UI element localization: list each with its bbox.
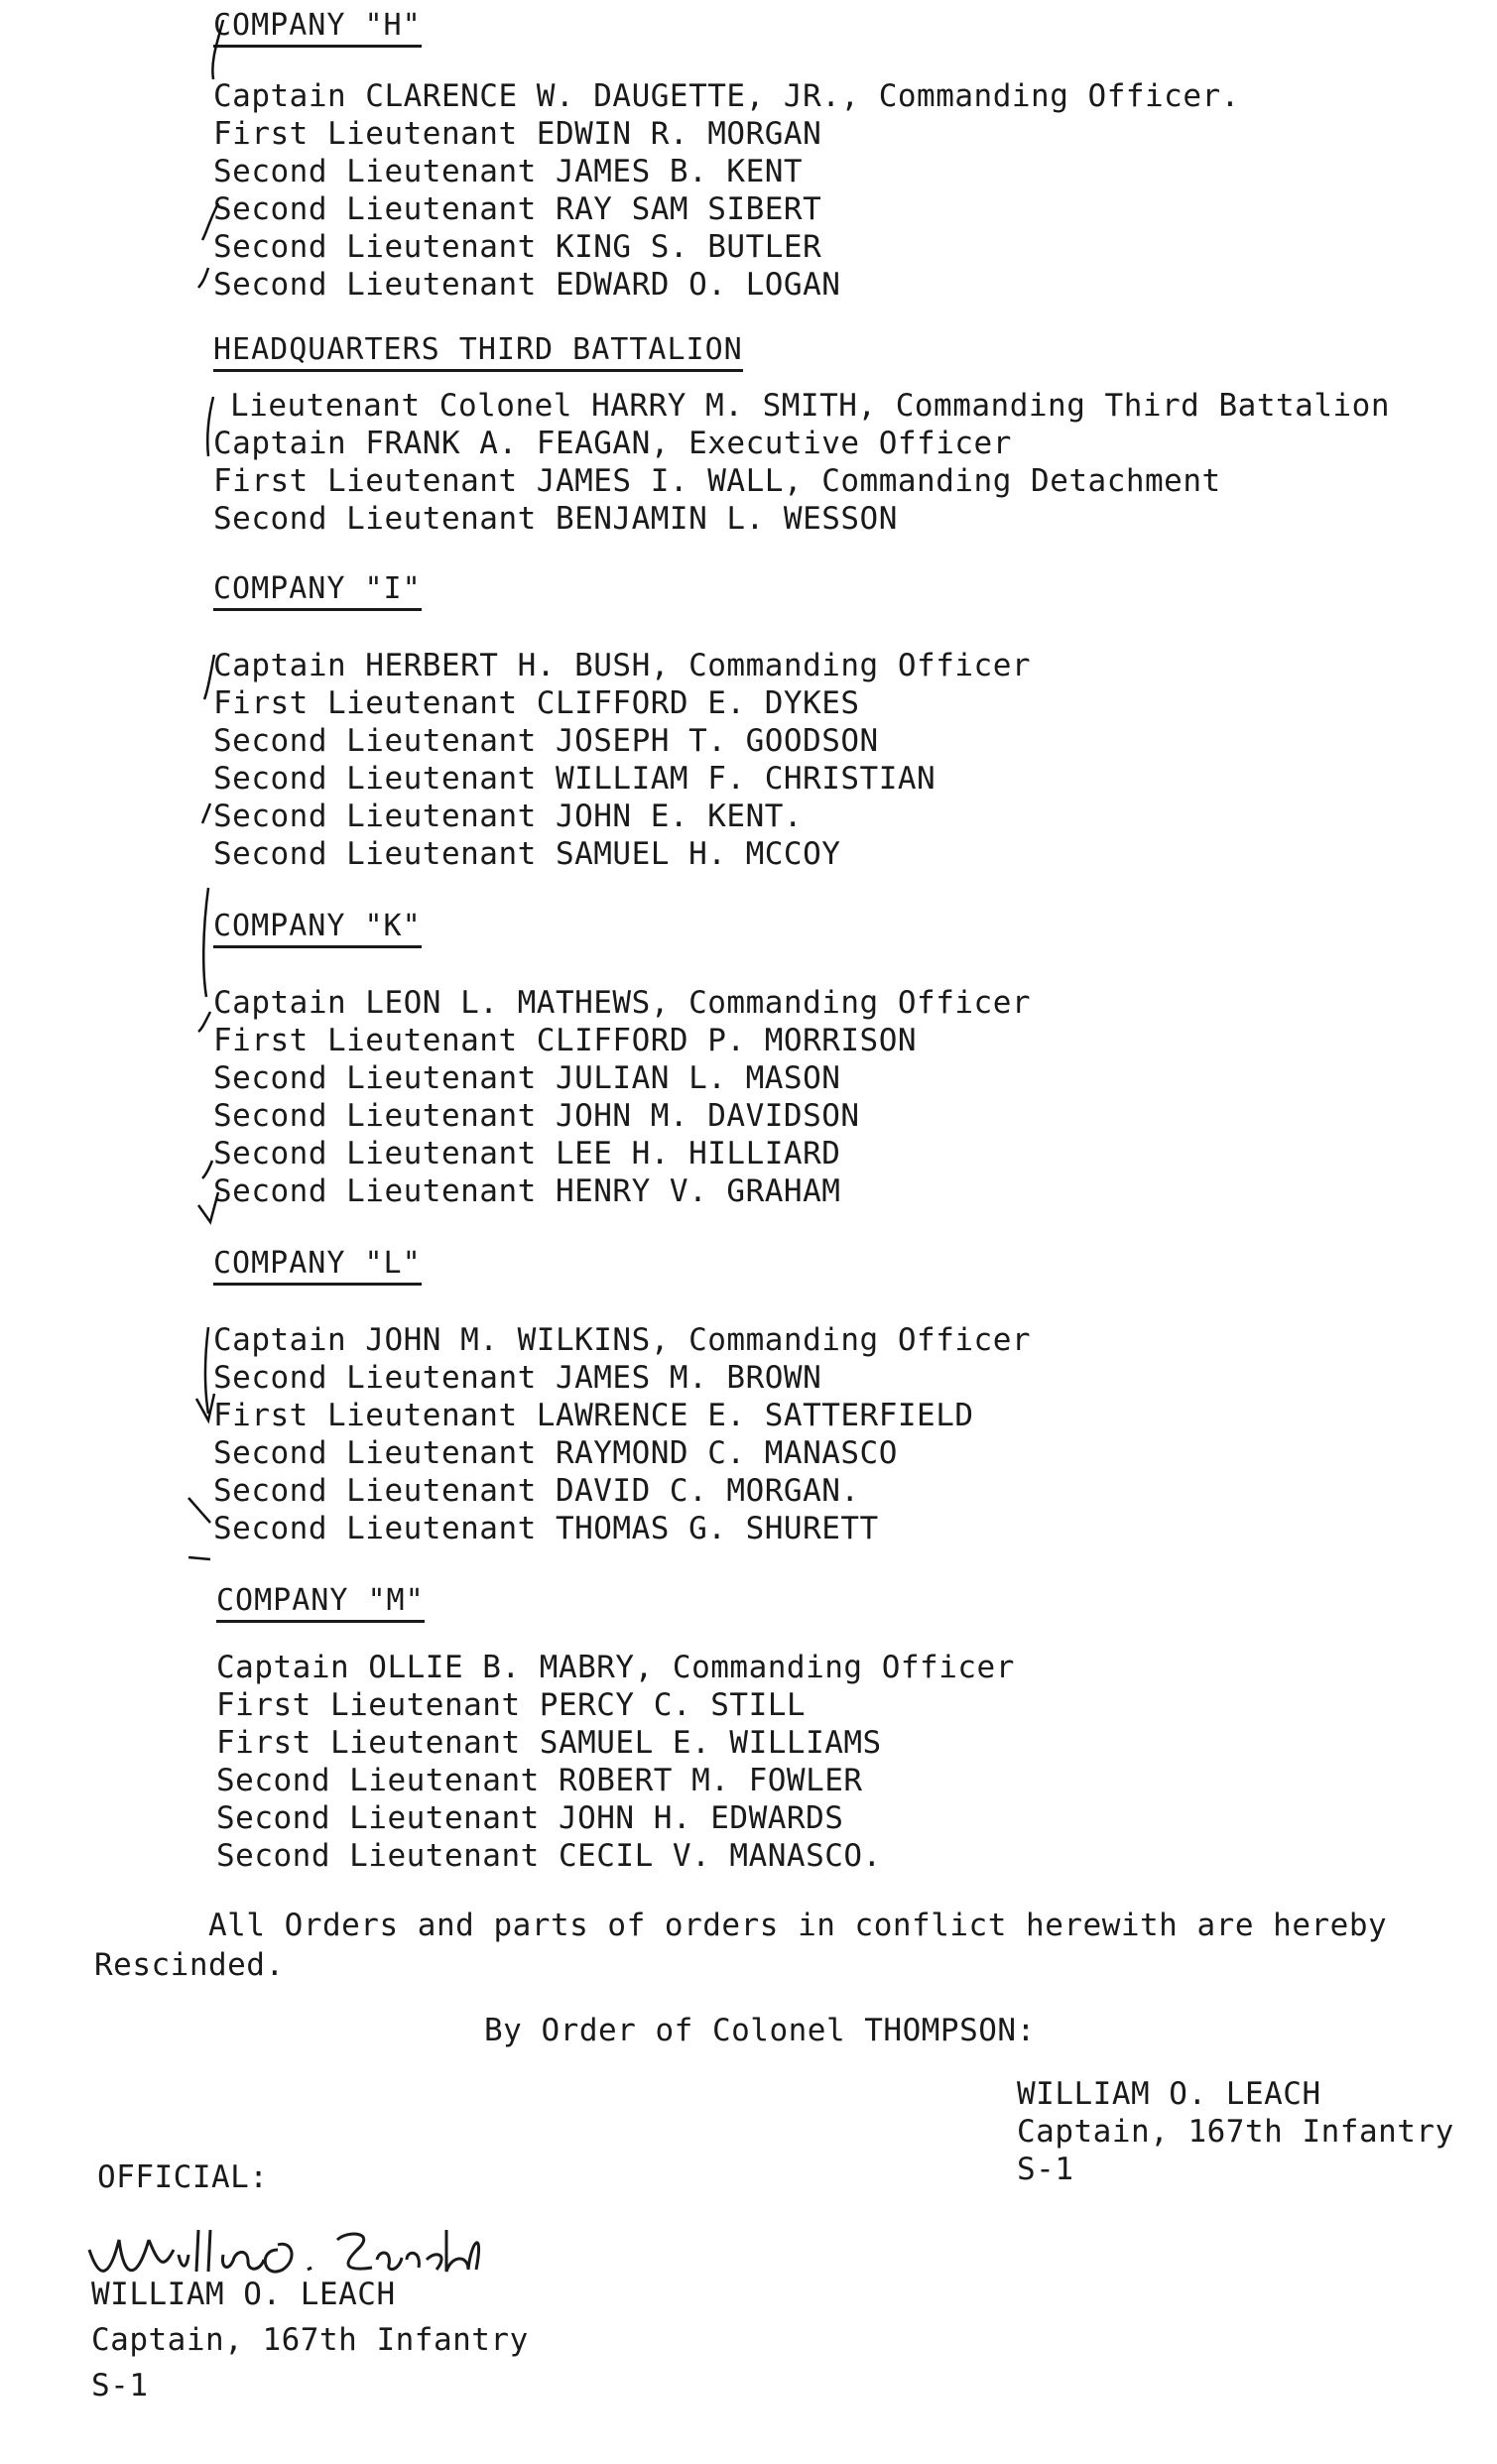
officer-line: Second Lieutenant JOHN H. EDWARDS <box>216 1800 844 1836</box>
signer-name: WILLIAM O. LEACH <box>1017 2076 1321 2112</box>
officer-line: Second Lieutenant HENRY V. GRAHAM <box>213 1173 841 1209</box>
officer-line: Second Lieutenant EDWARD O. LOGAN <box>213 267 841 303</box>
section-heading-company-m: COMPANY "M" <box>216 1583 425 1623</box>
officer-line: Second Lieutenant JULIAN L. MASON <box>213 1060 841 1096</box>
official-signer-name: WILLIAM O. LEACH <box>91 2277 396 2312</box>
officer-line: Lieutenant Colonel HARRY M. SMITH, Commanding Third Battalion <box>230 388 1390 424</box>
officer-line: First Lieutenant CLIFFORD E. DYKES <box>213 685 860 721</box>
officer-line: Second Lieutenant RAYMOND C. MANASCO <box>213 1435 898 1471</box>
signer-rank: Captain, 167th Infantry <box>1017 2114 1454 2150</box>
officer-line: First Lieutenant CLIFFORD P. MORRISON <box>213 1023 918 1058</box>
officer-line: Captain HERBERT H. BUSH, Commanding Officer <box>213 648 1032 683</box>
officer-line: Captain CLARENCE W. DAUGETTE, JR., Commanding Officer. <box>213 78 1240 114</box>
officer-line: Second Lieutenant CECIL V. MANASCO. <box>216 1838 882 1874</box>
section-heading-company-h: COMPANY "H" <box>213 8 422 48</box>
officer-line: First Lieutenant EDWIN R. MORGAN <box>213 116 822 152</box>
officer-line: Second Lieutenant LEE H. HILLIARD <box>213 1136 841 1171</box>
officer-line: Captain LEON L. MATHEWS, Commanding Officer <box>213 985 1032 1021</box>
officer-line: First Lieutenant LAWRENCE E. SATTERFIELD <box>213 1398 974 1433</box>
officer-line: Captain FRANK A. FEAGAN, Executive Officer <box>213 426 1012 461</box>
officer-line: Second Lieutenant SAMUEL H. MCCOY <box>213 836 841 872</box>
officer-line: Second Lieutenant RAY SAM SIBERT <box>213 191 822 227</box>
officer-line: Second Lieutenant JAMES M. BROWN <box>213 1360 822 1396</box>
officer-line: Second Lieutenant THOMAS G. SHURETT <box>213 1511 879 1546</box>
rescind-text-continued: Rescinded. <box>94 1947 285 1983</box>
officer-line: Second Lieutenant WILLIAM F. CHRISTIAN <box>213 761 936 797</box>
officer-line: First Lieutenant PERCY C. STILL <box>216 1687 807 1723</box>
officer-line: Second Lieutenant KING S. BUTLER <box>213 229 822 265</box>
check-marks <box>169 20 288 1607</box>
officer-line: First Lieutenant SAMUEL E. WILLIAMS <box>216 1725 882 1761</box>
officer-line: Second Lieutenant JOSEPH T. GOODSON <box>213 723 879 759</box>
by-order-line: By Order of Colonel THOMPSON: <box>484 2013 1036 2048</box>
official-signer-office: S-1 <box>91 2368 149 2403</box>
officer-line: First Lieutenant JAMES I. WALL, Commanding Detachment <box>213 463 1221 499</box>
section-heading-company-i: COMPANY "I" <box>213 571 422 611</box>
officer-line: Second Lieutenant JOHN M. DAVIDSON <box>213 1098 860 1134</box>
officer-line: Second Lieutenant ROBERT M. FOWLER <box>216 1763 863 1798</box>
section-heading-company-k: COMPANY "K" <box>213 909 422 948</box>
rescind-text: All Orders and parts of orders in conflict herewith are hereby <box>208 1908 1388 1943</box>
officer-line: Captain OLLIE B. MABRY, Commanding Officer <box>216 1650 1015 1685</box>
officer-line: Second Lieutenant DAVID C. MORGAN. <box>213 1473 860 1509</box>
officer-line: Second Lieutenant BENJAMIN L. WESSON <box>213 501 898 537</box>
officer-line: Second Lieutenant JAMES B. KENT <box>213 154 804 189</box>
official-label: OFFICIAL: <box>97 2159 269 2195</box>
section-heading-company-l: COMPANY "L" <box>213 1246 422 1286</box>
officer-line: Captain JOHN M. WILKINS, Commanding Officer <box>213 1322 1032 1358</box>
official-signer-rank: Captain, 167th Infantry <box>91 2322 529 2358</box>
section-heading-hq-third-battalion: HEADQUARTERS THIRD BATTALION <box>213 332 743 372</box>
officer-line: Second Lieutenant JOHN E. KENT. <box>213 799 804 834</box>
signer-office: S-1 <box>1017 2152 1074 2187</box>
